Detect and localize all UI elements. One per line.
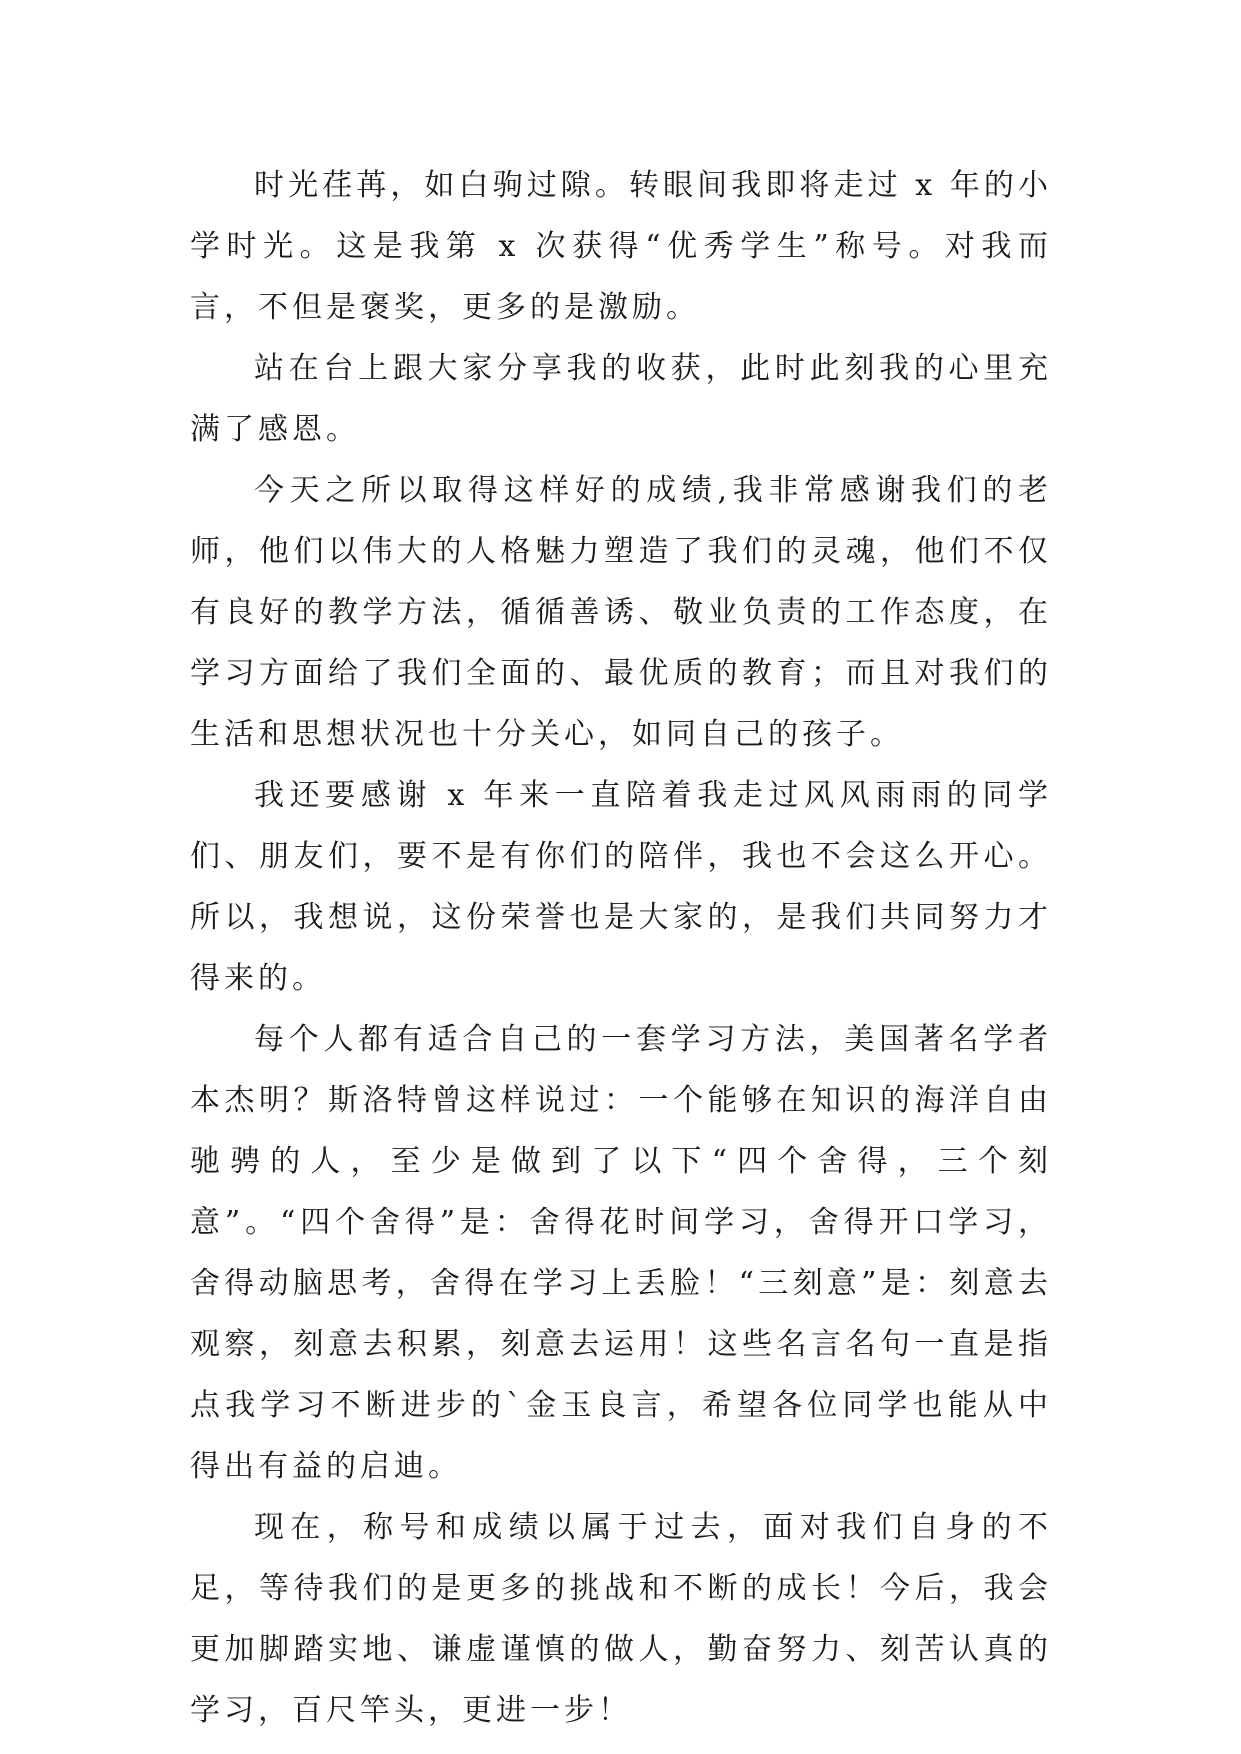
paragraph-6: 现在，称号和成绩以属于过去，面对我们自身的不足，等待我们的是更多的挑战和不断的成长！今后，我会更加脚踏实地、谦虚谨慎的做人，勤奋努力、刻苦认真的学习，百尺竿头，更进一步！: [190, 1510, 1052, 1728]
document-body: [190, 155, 1052, 1741]
paragraph-4: 我还要感谢 x 年来一直陪着我走过风风雨雨的同学们、朋友们，要不是有你们的陪伴，我也不会这么开心。所以，我想说，这份荣誉也是大家的，是我们共同努力才得来的。: [190, 778, 1052, 996]
paragraph-3: 今天之所以取得这样好的成绩,我非常感谢我们的老师，他们以伟大的人格魅力塑造了我们的灵魂，他们不仅有良好的教学方法，循循善诱、敬业负责的工作态度，在学习方面给了我们全面的、最优质的教育；而且对我们的生活和思想状况也十分关心，如同自己的孩子。: [190, 473, 1052, 752]
paragraph-5: 每个人都有适合自己的一套学习方法，美国著名学者本杰明？斯洛特曾这样说过：一个能够在知识的海洋自由驰骋的人，至少是做到了以下“四个舍得，三个刻意”。“四个舍得”是：舍得花时间学习，舍得开口学习，舍得动脑思考，舍得在学习上丢脸！“三刻意”是：刻意去观察，刻意去积累，刻意去运用！这些名言名句一直是指点我学习不断进步的`金玉良言，希望各位同学也能从中得出有益的启迪。: [190, 1022, 1052, 1484]
paragraph-2: 站在台上跟大家分享我的收获，此时此刻我的心里充满了感恩。: [190, 351, 1052, 447]
paragraph-1: 时光荏苒，如白驹过隙。转眼间我即将走过 x 年的小学时光。这是我第 x 次获得“优秀学生”称号。对我而言，不但是褒奖，更多的是激励。: [190, 168, 1052, 325]
